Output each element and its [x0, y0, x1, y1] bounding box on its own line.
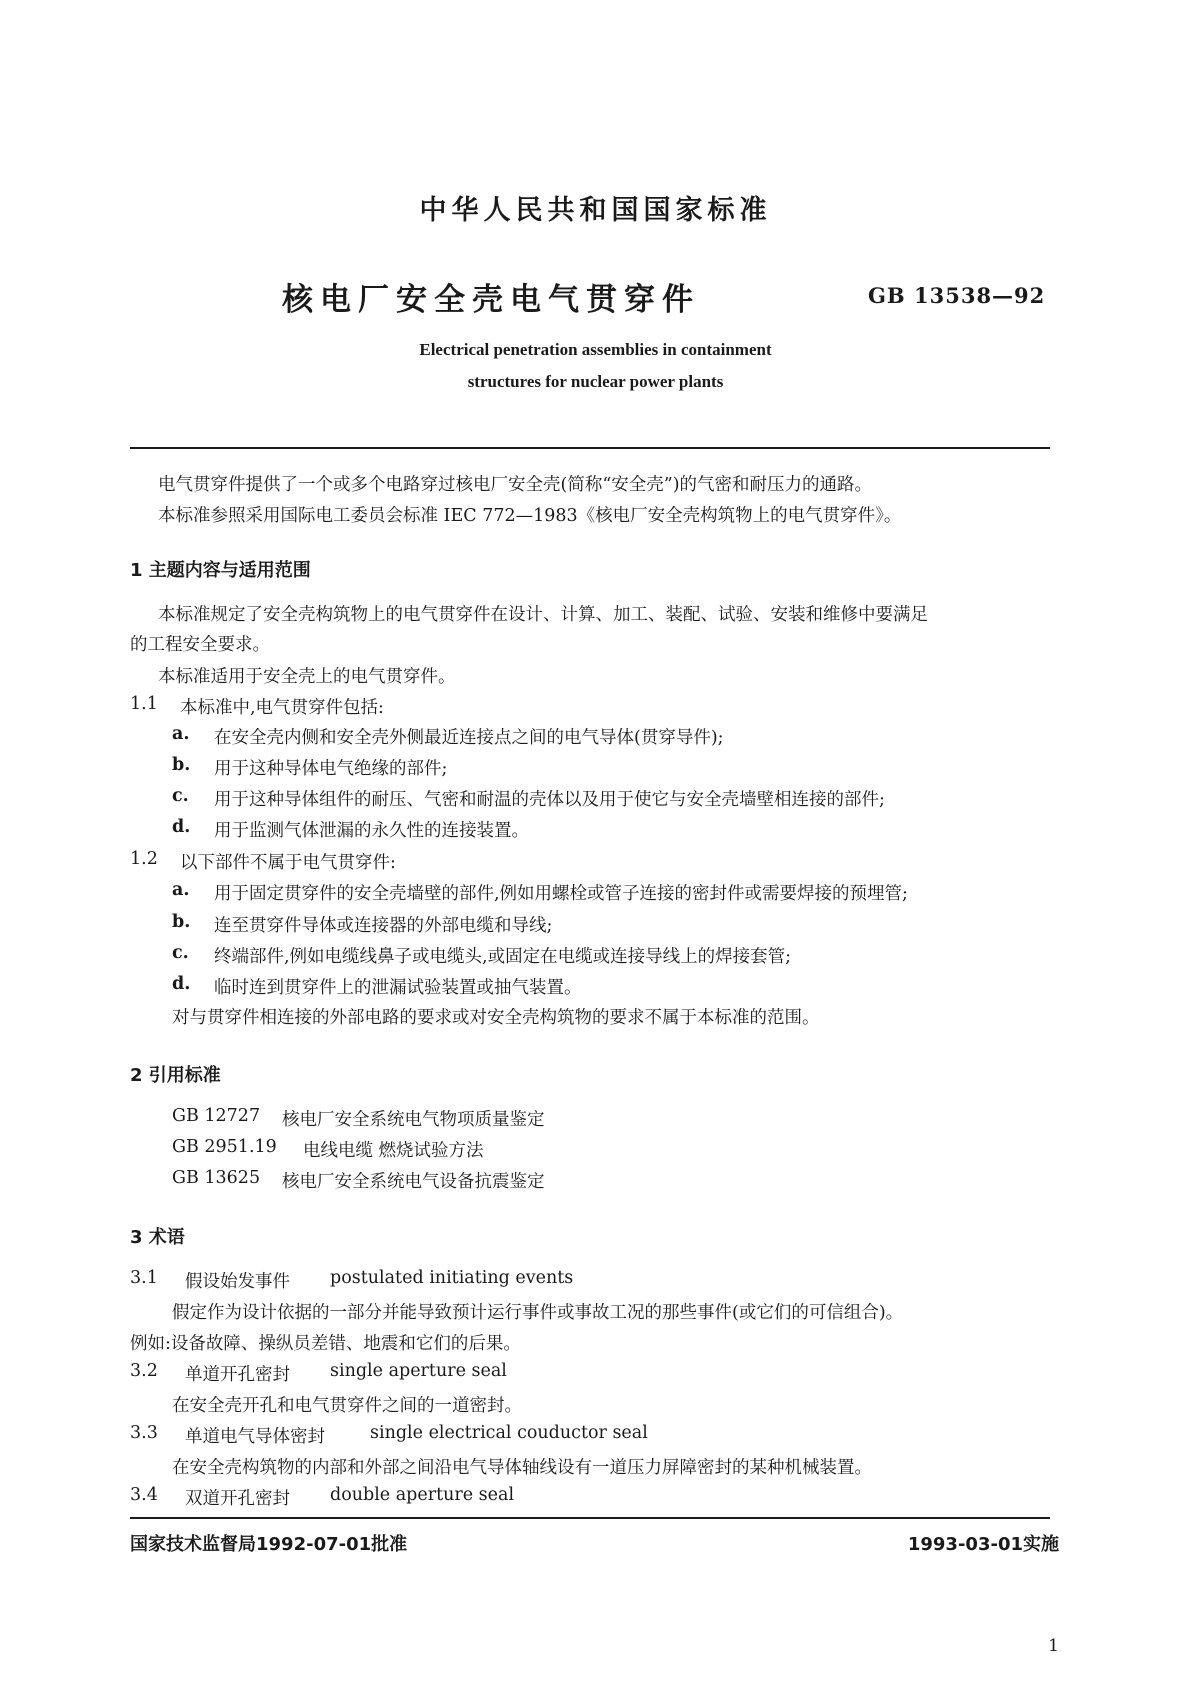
list-item-label: c. — [172, 786, 189, 806]
standard-title-zh: 核电厂安全壳电气贯穿件 — [282, 282, 700, 318]
footer-rule — [130, 1517, 1050, 1519]
list-item-label: a. — [172, 724, 190, 744]
implementation-date: 1993-03-01实施 — [907, 1534, 1059, 1555]
term-en: postulated initiating events — [330, 1268, 574, 1288]
term-number: 3.3 — [130, 1423, 158, 1443]
term-zh: 双道开孔密封 — [185, 1489, 290, 1509]
clause-number: 1.1 — [130, 694, 158, 714]
reference-code: GB 2951.19 — [172, 1137, 277, 1157]
national-standard-heading: 中华人民共和国国家标准 — [419, 195, 772, 226]
list-item: 在安全壳内侧和安全壳外侧最近连接点之间的电气导体(贯穿导件); — [214, 728, 724, 748]
page-number: 1 — [1048, 1636, 1059, 1656]
term-en: double aperture seal — [330, 1485, 515, 1505]
section-1-heading: 1 主题内容与适用范围 — [130, 560, 311, 581]
reference-code: GB 12727 — [172, 1106, 261, 1126]
reference-code: GB 13625 — [172, 1168, 261, 1188]
term-zh: 单道开孔密封 — [185, 1365, 290, 1385]
section-1-para-1-cont: 的工程安全要求。 — [130, 635, 270, 655]
list-item-label: b. — [172, 755, 191, 775]
section-2-heading: 2 引用标准 — [130, 1065, 221, 1086]
term-number: 3.4 — [130, 1485, 158, 1505]
standard-number: GB 13538—92 — [868, 283, 1046, 308]
list-item: 用于这种导体电气绝缘的部件; — [214, 759, 448, 779]
reference-title: 核电厂安全系统电气物项质量鉴定 — [282, 1110, 545, 1130]
section-1-para-1: 本标准规定了安全壳构筑物上的电气贯穿件在设计、计算、加工、装配、试验、安装和维修中要满足 — [158, 605, 928, 625]
list-item-label: d. — [172, 974, 191, 994]
list-item: 临时连到贯穿件上的泄漏试验装置或抽气装置。 — [214, 978, 582, 998]
clause-number: 1.2 — [130, 849, 158, 869]
term-definition: 在安全壳开孔和电气贯穿件之间的一道密封。 — [172, 1396, 522, 1416]
term-number: 3.2 — [130, 1361, 158, 1381]
list-item: 终端部件,例如电缆线鼻子或电缆头,或固定在电缆或连接导线上的焊接套管; — [214, 947, 792, 967]
list-item: 连至贯穿件导体或连接器的外部电缆和导线; — [214, 916, 553, 936]
section-1-para-2: 本标准适用于安全壳上的电气贯穿件。 — [158, 667, 456, 687]
reference-title: 电线电缆 燃烧试验方法 — [303, 1141, 484, 1161]
term-definition: 在安全壳构筑物的内部和外部之间沿电气导体轴线设有一道压力屏障密封的某种机械装置。 — [172, 1458, 872, 1478]
standard-title-en-line2: structures for nuclear power plants — [467, 372, 724, 391]
term-number: 3.1 — [130, 1268, 158, 1288]
term-zh: 假设始发事件 — [185, 1272, 290, 1292]
list-item: 用于监测气体泄漏的永久性的连接装置。 — [214, 821, 529, 841]
clause-text: 本标准中,电气贯穿件包括: — [180, 698, 384, 718]
clause-text: 以下部件不属于电气贯穿件: — [180, 853, 396, 873]
intro-paragraph-2: 本标准参照采用国际电工委员会标准 IEC 772—1983《核电厂安全壳构筑物上的电气贯穿件》。 — [158, 506, 902, 526]
standard-title-en-line1: Electrical penetration assemblies in containment — [419, 340, 772, 359]
list-item: 用于固定贯穿件的安全壳墙壁的部件,例如用螺栓或管子连接的密封件或需要焊接的预埋管; — [214, 884, 908, 904]
reference-title: 核电厂安全系统电气设备抗震鉴定 — [282, 1172, 545, 1192]
section-3-heading: 3 术语 — [130, 1227, 185, 1248]
term-en: single aperture seal — [330, 1361, 507, 1381]
term-definition-cont: 例如:设备故障、操纵员差错、地震和它们的后果。 — [130, 1334, 521, 1354]
list-item-label: c. — [172, 943, 189, 963]
approval-date: 国家技术监督局1992-07-01批准 — [130, 1534, 408, 1555]
term-zh: 单道电气导体密封 — [185, 1427, 325, 1447]
section-1-closing: 对与贯穿件相连接的外部电路的要求或对安全壳构筑物的要求不属于本标准的范围。 — [172, 1008, 820, 1028]
header-rule — [130, 447, 1050, 449]
intro-paragraph-1: 电气贯穿件提供了一个或多个电路穿过核电厂安全壳(简称“安全壳”)的气密和耐压力的通路。 — [158, 475, 873, 495]
list-item-label: a. — [172, 880, 190, 900]
term-en: single electrical couductor seal — [370, 1423, 648, 1443]
list-item: 用于这种导体组件的耐压、气密和耐温的壳体以及用于使它与安全壳墙壁相连接的部件; — [214, 790, 885, 810]
list-item-label: b. — [172, 912, 191, 932]
list-item-label: d. — [172, 817, 191, 837]
term-definition: 假定作为设计依据的一部分并能导致预计运行事件或事故工况的那些事件(或它们的可信组合)。 — [172, 1303, 904, 1323]
